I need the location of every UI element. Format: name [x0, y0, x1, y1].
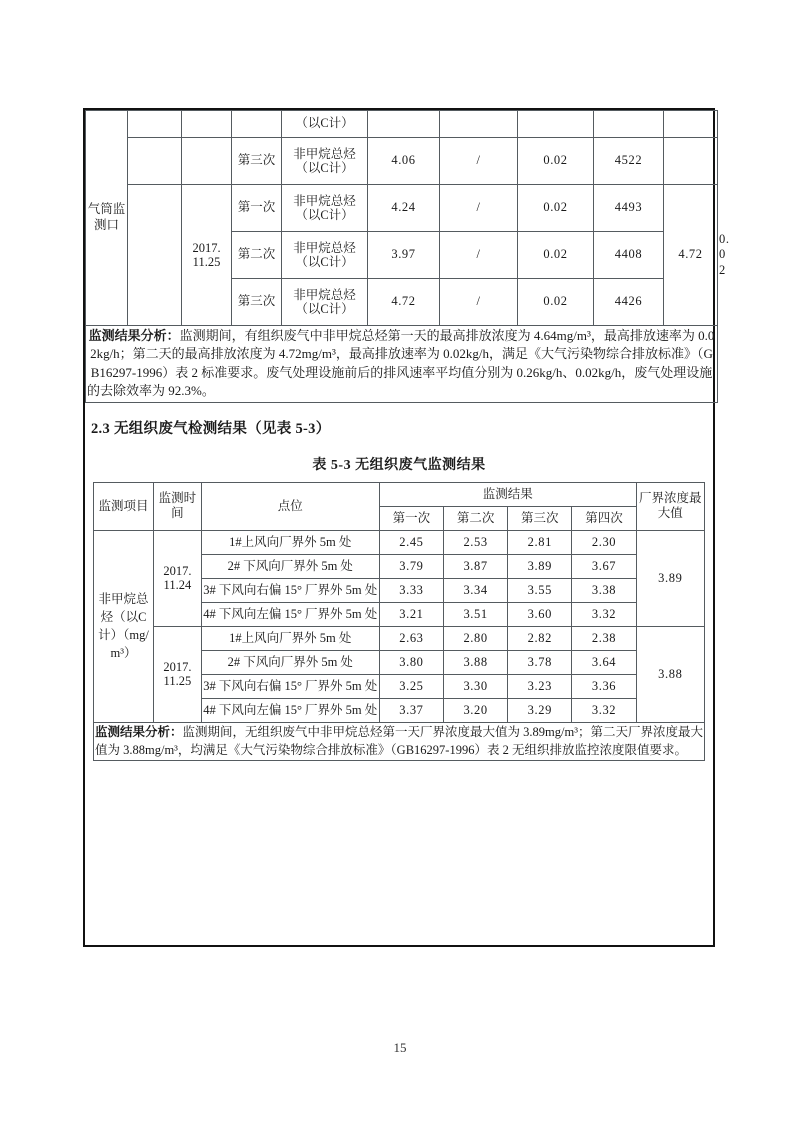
- date-line-1: 2017.: [163, 660, 192, 675]
- table-row: 2017. 11.25 第一次 非甲烷总烃 （以C计） 4.24 / 0.02 4493 4.72 0.02: [86, 185, 718, 232]
- header-run-3: 第三次: [508, 506, 572, 530]
- item-line1: 非甲烷总烃: [293, 288, 356, 302]
- cell-conc-2: 4.24: [368, 185, 440, 232]
- cell-g2-r3-v4: 3.36: [572, 674, 636, 698]
- cell-point-g2-r2: 2# 下风向厂界外 5m 处: [201, 650, 379, 674]
- cell-run-3: 第二次: [232, 232, 282, 279]
- item-line1: 非甲烷总烃: [293, 194, 356, 208]
- cell-point-g1-r4: 4# 下风向左偏 15° 厂界外 5m 处: [201, 602, 379, 626]
- table-5-3-block: [93, 482, 705, 762]
- header-run-4: 第四次: [572, 506, 636, 530]
- cell-item-unit-continued: （以C计）: [282, 111, 368, 138]
- cell-g1-max: 3.89: [636, 530, 704, 626]
- analysis-note-table-1: [86, 326, 718, 403]
- cell-item-label: 非甲烷总烃（以C计）（mg/m³）: [94, 530, 154, 722]
- cell-date-group-1: [154, 530, 202, 626]
- cell-point-g1-r1: 1#上风向厂界外 5m 处: [201, 530, 379, 554]
- cell-g1-r1-v2: 2.53: [444, 530, 508, 554]
- cell-g2-r2-v4: 3.64: [572, 650, 636, 674]
- cell-g1-r2-v2: 3.87: [444, 554, 508, 578]
- table-5-2-continued: [85, 110, 730, 403]
- cell-conc-1: 4.06: [368, 138, 440, 185]
- cell-g2-r4-v1: 3.37: [379, 698, 443, 722]
- item-line1: 非甲烷总烃: [293, 241, 356, 255]
- cell-rate-3: 0.02: [518, 232, 594, 279]
- table-row-note: [94, 722, 705, 761]
- table-row: [86, 138, 718, 185]
- cell-run-2: 第一次: [232, 185, 282, 232]
- header-run-1: 第一次: [379, 506, 443, 530]
- date-line-1: 2017.: [163, 564, 192, 579]
- analysis-note-label: 监测结果分析：: [95, 724, 183, 739]
- date-line-1: 2017.: [192, 241, 221, 255]
- cell-blank-b1: [182, 111, 232, 138]
- cell-blank-f1: [518, 111, 594, 138]
- item-line1: 非甲烷总烃: [293, 147, 356, 161]
- table-5-3: [93, 482, 705, 762]
- cell-g2-r4-v3: 3.29: [508, 698, 572, 722]
- table-5-2-continued-block: [85, 110, 730, 403]
- table-5-3-caption: 表 5-3 无组织废气监测结果: [312, 457, 486, 473]
- item-line2: （以C计）: [295, 255, 354, 269]
- header-time: 监测时间: [154, 482, 202, 530]
- cell-slash-2: /: [440, 185, 518, 232]
- header-item: 监测项目: [94, 482, 154, 530]
- cell-item-1: [282, 138, 368, 185]
- cell-blank-a2: [128, 138, 182, 185]
- cell-blank-e1: [440, 111, 518, 138]
- cell-point-g1-r3: 3# 下风向右偏 15° 厂界外 5m 处: [201, 578, 379, 602]
- cell-blank-d1: [368, 111, 440, 138]
- cell-g2-r1-v4: 2.38: [572, 626, 636, 650]
- date-line-2: 11.25: [192, 255, 221, 269]
- cell-point-g2-r3: 3# 下风向右偏 15° 厂界外 5m 处: [201, 674, 379, 698]
- cell-g2-r2-v3: 3.78: [508, 650, 572, 674]
- cell-item-4: [282, 279, 368, 326]
- cell-rate-1: 0.02: [518, 138, 594, 185]
- header-run-2: 第二次: [444, 506, 508, 530]
- cell-item-2: [282, 185, 368, 232]
- cell-summary-max-conc: 4.72: [664, 185, 718, 326]
- item-line2: （以C计）: [295, 302, 354, 316]
- monitor-port-label: 气筒监测口: [87, 202, 126, 232]
- analysis-note-text: 监测期间，有组织废气中非甲烷总烃第一天的最高排放浓度为 4.64mg/m³，最高排放速率为 0.02kg/h；第二天的最高排放浓度为 4.72mg/m³，最高排放速率为 0.02kg/h，满足《大气污染物综合排放标准》（GB16297-1996）表 2 标准要求。废气处理设施前后的排风速率平均值分别为 0.26kg/h、0.02kg/h，废气处理设施的去除效率为 92.3%。: [87, 328, 715, 399]
- cell-g1-r4-v3: 3.60: [508, 602, 572, 626]
- analysis-note-label: 监测结果分析：: [88, 328, 180, 343]
- cell-g2-r4-v2: 3.20: [444, 698, 508, 722]
- date-line-2: 11.25: [163, 674, 192, 689]
- cell-blank-a1: [128, 111, 182, 138]
- cell-blank-c1: [232, 111, 282, 138]
- table-header-row: [94, 482, 705, 506]
- table-row-note: [86, 326, 718, 403]
- cell-point-g1-r2: 2# 下风向厂界外 5m 处: [201, 554, 379, 578]
- cell-g2-r4-v4: 3.32: [572, 698, 636, 722]
- analysis-note-table-2: [94, 722, 705, 761]
- cell-g1-r3-v3: 3.55: [508, 578, 572, 602]
- cell-date-group-2: [182, 185, 232, 326]
- cell-point-g2-r1: 1#上风向厂界外 5m 处: [201, 626, 379, 650]
- cell-g1-r3-v2: 3.34: [444, 578, 508, 602]
- cell-monitor-port: [86, 111, 128, 326]
- cell-g2-max: 3.88: [636, 626, 704, 722]
- cell-slash-4: /: [440, 279, 518, 326]
- cell-blank-b2: [182, 138, 232, 185]
- cell-g1-r3-v1: 3.33: [379, 578, 443, 602]
- cell-g2-r1-v2: 2.80: [444, 626, 508, 650]
- item-line2: （以C计）: [295, 161, 354, 175]
- table-row: [86, 111, 718, 138]
- item-line2: （以C计）: [295, 208, 354, 222]
- cell-item-3: [282, 232, 368, 279]
- cell-g1-r1-v3: 2.81: [508, 530, 572, 554]
- cell-run-4: 第三次: [232, 279, 282, 326]
- table-row: [94, 530, 705, 554]
- page-number: 15: [393, 1040, 407, 1055]
- cell-g2-r3-v3: 3.23: [508, 674, 572, 698]
- cell-volume-3: 4408: [594, 232, 664, 279]
- cell-rate-2: 0.02: [518, 185, 594, 232]
- date-line-2: 11.24: [163, 578, 192, 593]
- cell-blank-g1: [594, 111, 664, 138]
- cell-blank-h1: [664, 111, 718, 138]
- document-page-frame: [83, 108, 730, 947]
- table-row: [94, 626, 705, 650]
- cell-volume-4: 4426: [594, 279, 664, 326]
- cell-g2-r2-v1: 3.80: [379, 650, 443, 674]
- cell-g2-r1-v1: 2.63: [379, 626, 443, 650]
- cell-g2-r3-v2: 3.30: [444, 674, 508, 698]
- cell-conc-4: 4.72: [368, 279, 440, 326]
- cell-g1-r2-v4: 3.67: [572, 554, 636, 578]
- cell-g1-r4-v4: 3.32: [572, 602, 636, 626]
- cell-g1-r2-v3: 3.89: [508, 554, 572, 578]
- cell-rate-4: 0.02: [518, 279, 594, 326]
- header-results-group: 监测结果: [379, 482, 636, 506]
- cell-conc-3: 3.97: [368, 232, 440, 279]
- cell-g1-r3-v4: 3.38: [572, 578, 636, 602]
- cell-g2-r3-v1: 3.25: [379, 674, 443, 698]
- cell-slash-1: /: [440, 138, 518, 185]
- cell-volume-2: 4493: [594, 185, 664, 232]
- cell-date-group-2: [154, 626, 202, 722]
- cell-g2-r1-v3: 2.82: [508, 626, 572, 650]
- cell-g1-r4-v2: 3.51: [444, 602, 508, 626]
- cell-run-1: 第三次: [232, 138, 282, 185]
- header-boundary-max: 厂界浓度最大值: [636, 482, 704, 530]
- cell-volume-1: 4522: [594, 138, 664, 185]
- cell-blank-g2: [664, 138, 718, 185]
- cell-point-g2-r4: 4# 下风向左偏 15° 厂界外 5m 处: [201, 698, 379, 722]
- cell-slash-3: /: [440, 232, 518, 279]
- cell-g1-r4-v1: 3.21: [379, 602, 443, 626]
- cell-g1-r1-v4: 2.30: [572, 530, 636, 554]
- header-point: 点位: [201, 482, 379, 530]
- cell-blank-a3: [128, 185, 182, 326]
- cell-g1-r1-v1: 2.45: [379, 530, 443, 554]
- section-heading-2-3: 2.3 无组织废气检测结果（见表 5-3）: [91, 420, 331, 437]
- cell-g1-r2-v1: 3.79: [379, 554, 443, 578]
- page-content: [85, 110, 730, 945]
- analysis-note-text: 监测期间，无组织废气中非甲烷总烃第一天厂界浓度最大值为 3.89mg/m³；第二天厂界浓度最大值为 3.88mg/m³，均满足《大气污染物综合排放标准》（GB16297-1996）表 2 无组织排放监控浓度限值要求。: [95, 724, 703, 757]
- cell-g2-r2-v2: 3.88: [444, 650, 508, 674]
